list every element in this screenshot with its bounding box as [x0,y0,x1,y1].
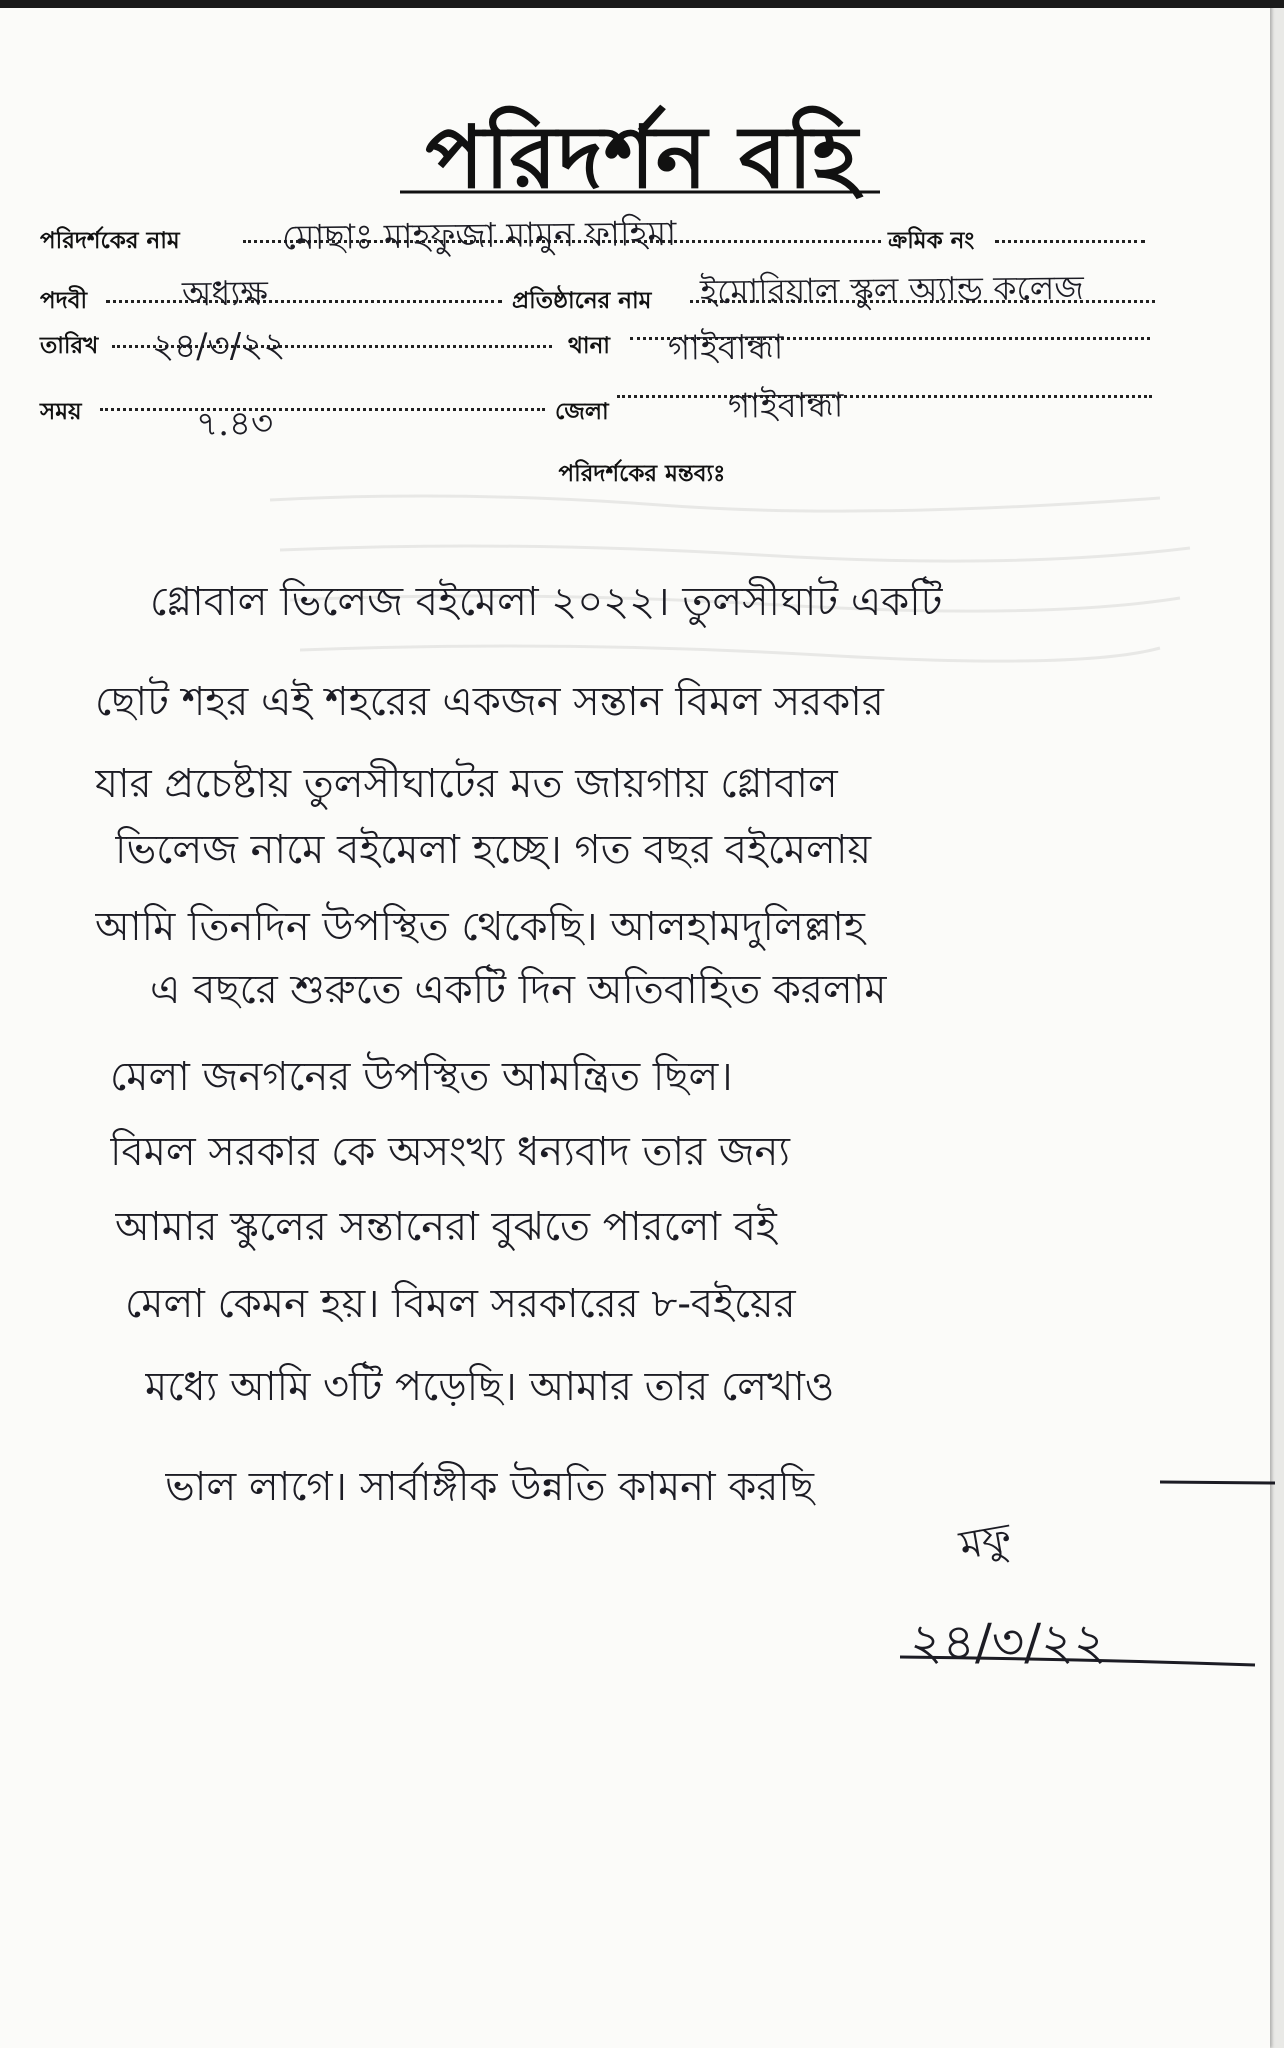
time-label: সময় [40,399,82,425]
remarks-line-9: আমার স্কুলের সন্তানেরা বুঝতে পারলো বই [115,1204,777,1250]
inspector-name-label: পরিদর্শকের নাম [40,228,180,254]
time-line [100,408,545,411]
designation-value: অধ্যক্ষ [181,273,269,315]
remarks-line-7: মেলা জনগনের উপস্থিত আমন্ত্রিত ছিল। [110,1054,733,1100]
thana-value: গাইবান্ধা [667,327,784,369]
serial-label: ক্রমিক নং [888,228,975,254]
remarks-line-6: এ বছরে শুরুতে একটি দিন অতিবাহিত করলাম [150,967,887,1013]
date-value: ২৪/৩/২২ [151,325,286,367]
remarks-line-5: আমি তিনদিন উপস্থিত থেকেছি। আলহামদুলিল্লাহ [95,904,865,950]
institution-value: ইমোরিয়াল স্কুল অ্যান্ড কলেজ [699,267,1085,312]
scan-edge [0,0,1284,8]
thana-label: থানা [568,333,610,359]
serial-line [995,240,1145,243]
remarks-line-12: ভাল লাগে। সার্বাঙ্গীক উন্নতি কামনা করছি [165,1464,815,1510]
remarks-line-1: গ্লোবাল ভিলেজ বইমেলা ২০২২। তুলসীঘাট একটি [150,579,943,625]
page-title: পরিদর্শন বহি [425,108,859,208]
district-value: গাইবান্ধা [727,385,844,427]
remarks-label: পরিদর্শকের মন্তব্যঃ [558,461,726,487]
remarks-line-3: যার প্রচেষ্টায় তুলসীঘাটের মত জায়গায় গ্লোবাল [95,761,838,807]
remarks-line-11: মধ্যে আমি ৩টি পড়েছি। আমার তার লেখাও [145,1364,835,1410]
remarks-line-8: বিমল সরকার কে অসংখ্য ধন্যবাদ তার জন্য [110,1129,791,1175]
designation-line [106,300,502,303]
designation-label: পদবী [40,288,88,314]
time-value: ৭.৪৩ [195,403,274,445]
inspector-name-value: মোছাঃ মাহফুজা মামুন ফাহিমা [281,213,677,259]
signature-date: ২৪/৩/২২ [910,1613,1107,1671]
date-label: তারিখ [40,333,99,359]
district-label: জেলা [555,399,609,425]
remarks-line-4: ভিলেজ নামে বইমেলা হচ্ছে। গত বছর বইমেলায় [115,827,872,873]
title-underline [400,186,880,198]
district-line [617,395,1152,398]
signature-underline [900,1655,1260,1667]
remarks-strike-line [1160,1478,1280,1488]
institution-label: প্রতিষ্ঠানের নাম [512,288,652,314]
signature-initials: মফু [956,1514,1015,1570]
remarks-line-10: মেলা কেমন হয়। বিমল সরকারের ৮-বইয়ের [125,1281,796,1327]
remarks-line-2: ছোট শহর এই শহরের একজন সন্তান বিমল সরকার [95,679,884,725]
